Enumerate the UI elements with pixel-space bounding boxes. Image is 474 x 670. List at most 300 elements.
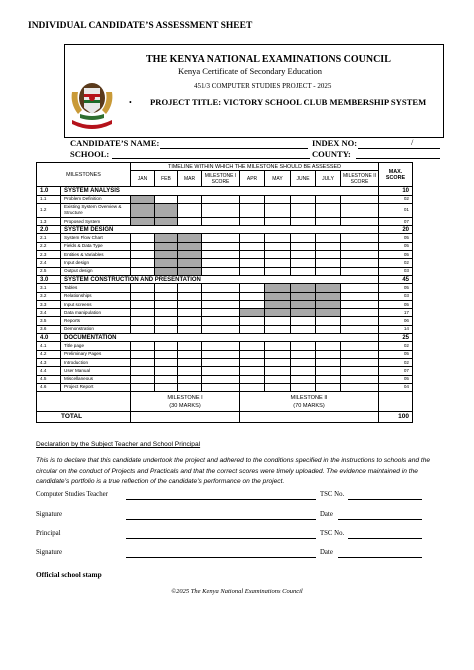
date-line-2[interactable]: [338, 557, 422, 558]
timeline-cell[interactable]: [155, 217, 178, 225]
row-max-score: 10: [379, 187, 413, 195]
row-description: Fields & Data Type: [61, 242, 131, 250]
timeline-cell[interactable]: [131, 367, 155, 375]
timeline-cell[interactable]: [316, 300, 341, 308]
timeline-cell[interactable]: [265, 242, 291, 250]
timeline-cell[interactable]: [316, 234, 341, 242]
tsc-line-2[interactable]: [348, 538, 422, 539]
timeline-cell[interactable]: [316, 292, 341, 300]
date-label-1: Date: [320, 511, 333, 518]
timeline-cell[interactable]: [202, 309, 240, 317]
month-header: MILESTONE II SCORE: [341, 171, 379, 187]
row-description: Input screens: [61, 300, 131, 308]
timeline-cell[interactable]: [131, 300, 155, 308]
milestone-1-label: MILESTONE I: [167, 394, 203, 401]
timeline-cell[interactable]: [341, 259, 379, 267]
timeline-cell[interactable]: [178, 267, 202, 275]
timeline-cell[interactable]: [341, 217, 379, 225]
row-description: Miscellaneous: [61, 375, 131, 383]
row-description: DOCUMENTATION: [61, 334, 379, 342]
row-number: 2.1: [37, 234, 61, 242]
page-title: INDIVIDUAL CANDIDATE’S ASSESSMENT SHEET: [28, 21, 253, 31]
timeline-cell[interactable]: [316, 242, 341, 250]
timeline-cell[interactable]: [178, 292, 202, 300]
timeline-cell[interactable]: [341, 292, 379, 300]
signature-label-2: Signature: [36, 549, 63, 556]
candidate-name-line[interactable]: [160, 148, 308, 149]
timeline-cell[interactable]: [316, 267, 341, 275]
table-row: [37, 217, 413, 225]
tsc-line-1[interactable]: [348, 499, 422, 500]
table-row: [37, 284, 413, 292]
timeline-cell[interactable]: [240, 367, 265, 375]
timeline-cell[interactable]: [240, 267, 265, 275]
timeline-cell[interactable]: [341, 267, 379, 275]
timeline-cell[interactable]: [316, 383, 341, 391]
timeline-cell[interactable]: [155, 251, 178, 259]
timeline-cell[interactable]: [178, 317, 202, 325]
timeline-cell[interactable]: [178, 300, 202, 308]
timeline-cell[interactable]: [131, 251, 155, 259]
timeline-cell[interactable]: [202, 342, 240, 350]
row-number: 3.5: [37, 317, 61, 325]
row-description: SYSTEM ANALYSIS: [61, 187, 379, 195]
timeline-cell[interactable]: [240, 375, 265, 383]
timeline-cell[interactable]: [240, 300, 265, 308]
milestone-2-label: MILESTONE II: [290, 394, 328, 401]
kenya-coat-of-arms-icon: [66, 78, 118, 136]
section-row: [37, 226, 413, 234]
timeline-cell[interactable]: [155, 242, 178, 250]
timeline-cell[interactable]: [155, 203, 178, 217]
timeline-cell[interactable]: [202, 383, 240, 391]
timeline-cell[interactable]: [155, 325, 178, 333]
timeline-cell[interactable]: [291, 342, 316, 350]
table-row: [37, 267, 413, 275]
timeline-cell[interactable]: [131, 383, 155, 391]
signature-line-2[interactable]: [126, 557, 316, 558]
row-max-score: 05: [379, 242, 413, 250]
row-max-score: 07: [379, 217, 413, 225]
timeline-cell[interactable]: [341, 383, 379, 391]
row-max-score: 05: [379, 251, 413, 259]
milestone-score-spacer: [379, 392, 413, 412]
row-number: 4.6: [37, 383, 61, 391]
row-number: 3.6: [37, 325, 61, 333]
timeline-cell[interactable]: [316, 317, 341, 325]
timeline-cell[interactable]: [240, 284, 265, 292]
table-row: [37, 367, 413, 375]
exam-name: Kenya Certificate of Secondary Education: [178, 66, 322, 76]
timeline-cell[interactable]: [240, 234, 265, 242]
timeline-cell[interactable]: [202, 217, 240, 225]
total-label: TOTAL: [37, 412, 131, 423]
row-number: 2.5: [37, 267, 61, 275]
timeline-cell[interactable]: [178, 309, 202, 317]
milestone-1-marks: (30 MARKS): [169, 402, 201, 409]
milestones-header: MILESTONES: [37, 163, 131, 187]
teacher-label: Computer Studies Teacher: [36, 491, 108, 498]
row-max-score: 25: [379, 334, 413, 342]
timeline-cell[interactable]: [178, 358, 202, 366]
timeline-cell[interactable]: [265, 383, 291, 391]
timeline-cell[interactable]: [202, 234, 240, 242]
timeline-cell[interactable]: [240, 251, 265, 259]
timeline-cell[interactable]: [178, 259, 202, 267]
timeline-cell[interactable]: [131, 358, 155, 366]
table-row: [37, 358, 413, 366]
timeline-cell[interactable]: [178, 251, 202, 259]
timeline-cell[interactable]: [291, 284, 316, 292]
timeline-cell[interactable]: [202, 251, 240, 259]
row-description: Input design: [61, 259, 131, 267]
table-row: [37, 292, 413, 300]
table-row: [37, 259, 413, 267]
timeline-cell[interactable]: [178, 284, 202, 292]
council-name: THE KENYA NATIONAL EXAMINATIONS COUNCIL: [146, 54, 391, 65]
row-max-score: 05: [379, 375, 413, 383]
timeline-cell[interactable]: [341, 251, 379, 259]
row-max-score: 17: [379, 309, 413, 317]
project-code: 451/3 COMPUTER STUDIES PROJECT - 2025: [194, 82, 332, 90]
timeline-cell[interactable]: [265, 375, 291, 383]
timeline-cell[interactable]: [131, 375, 155, 383]
timeline-cell[interactable]: [341, 309, 379, 317]
index-no-line[interactable]: [358, 148, 440, 149]
timeline-cell[interactable]: [155, 358, 178, 366]
timeline-cell[interactable]: [155, 383, 178, 391]
row-description: Existing System Overview & Structure: [61, 203, 131, 217]
timeline-cell[interactable]: [341, 284, 379, 292]
timeline-cell[interactable]: [178, 242, 202, 250]
declaration-body: This is to declare that this candidate undertook the project and adhered to the conditions specified in the instructions to schools and the circular on the conduct of Projects and Practicals and that the correct scores were timely uploaded. The evidence maintained in the candidate’s portfolio is a true reflection of the candidate’s performance on the project.: [36, 457, 431, 485]
timeline-cell[interactable]: [131, 317, 155, 325]
table-row: [37, 251, 413, 259]
timeline-cell[interactable]: [240, 309, 265, 317]
timeline-cell[interactable]: [341, 325, 379, 333]
timeline-cell[interactable]: [316, 309, 341, 317]
timeline-cell[interactable]: [155, 259, 178, 267]
timeline-cell[interactable]: [240, 317, 265, 325]
timeline-cell[interactable]: [291, 383, 316, 391]
timeline-cell[interactable]: [155, 317, 178, 325]
table-row: [37, 242, 413, 250]
timeline-cell[interactable]: [316, 251, 341, 259]
timeline-cell[interactable]: [291, 259, 316, 267]
timeline-cell[interactable]: [131, 342, 155, 350]
row-description: Tables: [61, 284, 131, 292]
candidate-name-label: CANDIDATE’S NAME:: [70, 138, 160, 148]
timeline-cell[interactable]: [341, 367, 379, 375]
row-number: 4.4: [37, 367, 61, 375]
timeline-cell[interactable]: [341, 195, 379, 203]
timeline-cell[interactable]: [291, 292, 316, 300]
timeline-cell[interactable]: [291, 217, 316, 225]
teacher-line[interactable]: [126, 499, 316, 500]
timeline-cell[interactable]: [155, 292, 178, 300]
timeline-cell[interactable]: [265, 292, 291, 300]
timeline-cell[interactable]: [202, 292, 240, 300]
timeline-cell[interactable]: [341, 203, 379, 217]
row-max-score: 45: [379, 275, 413, 283]
row-number: 2.3: [37, 251, 61, 259]
timeline-cell[interactable]: [341, 358, 379, 366]
timeline-cell[interactable]: [155, 309, 178, 317]
timeline-cell[interactable]: [131, 350, 155, 358]
row-description: User Manual: [61, 367, 131, 375]
timeline-cell[interactable]: [240, 350, 265, 358]
row-description: SYSTEM DESIGN: [61, 226, 379, 234]
row-description: Reports: [61, 317, 131, 325]
timeline-cell[interactable]: [178, 350, 202, 358]
table-row: [37, 325, 413, 333]
tsc-label-1: TSC No.: [320, 491, 345, 498]
timeline-cell[interactable]: [131, 234, 155, 242]
timeline-cell[interactable]: [178, 234, 202, 242]
timeline-cell[interactable]: [202, 317, 240, 325]
timeline-cell[interactable]: [155, 195, 178, 203]
timeline-cell[interactable]: [155, 284, 178, 292]
timeline-cell[interactable]: [202, 358, 240, 366]
timeline-cell[interactable]: [202, 325, 240, 333]
timeline-cell[interactable]: [155, 234, 178, 242]
timeline-cell[interactable]: [131, 292, 155, 300]
table-row: [37, 300, 413, 308]
timeline-cell[interactable]: [202, 375, 240, 383]
school-line[interactable]: [112, 158, 310, 159]
timeline-cell[interactable]: [178, 367, 202, 375]
timeline-cell[interactable]: [178, 325, 202, 333]
county-line[interactable]: [356, 158, 440, 159]
milestone-1-cell: [131, 392, 240, 412]
timeline-cell[interactable]: [202, 267, 240, 275]
date-label-2: Date: [320, 549, 333, 556]
timeline-cell[interactable]: [240, 358, 265, 366]
timeline-cell[interactable]: [265, 251, 291, 259]
timeline-cell[interactable]: [265, 234, 291, 242]
table-row: [37, 350, 413, 358]
total-milestone-1[interactable]: [131, 412, 240, 423]
timeline-cell[interactable]: [265, 267, 291, 275]
timeline-cell[interactable]: [341, 300, 379, 308]
date-line-1[interactable]: [338, 519, 422, 520]
timeline-cell[interactable]: [291, 234, 316, 242]
timeline-cell[interactable]: [265, 203, 291, 217]
timeline-cell[interactable]: [265, 350, 291, 358]
row-description: Entities & Variables: [61, 251, 131, 259]
timeline-cell[interactable]: [316, 375, 341, 383]
timeline-cell[interactable]: [131, 284, 155, 292]
timeline-cell[interactable]: [341, 242, 379, 250]
timeline-cell[interactable]: [265, 342, 291, 350]
row-max-score: 02: [379, 342, 413, 350]
row-number: 3.0: [37, 275, 61, 283]
timeline-cell[interactable]: [265, 300, 291, 308]
timeline-cell[interactable]: [316, 203, 341, 217]
timeline-cell[interactable]: [240, 342, 265, 350]
timeline-cell[interactable]: [291, 367, 316, 375]
principal-line[interactable]: [126, 538, 316, 539]
timeline-cell[interactable]: [291, 203, 316, 217]
timeline-cell[interactable]: [341, 234, 379, 242]
timeline-cell[interactable]: [316, 284, 341, 292]
timeline-cell[interactable]: [291, 195, 316, 203]
signature-line-1[interactable]: [126, 519, 316, 520]
row-description: Relationships: [61, 292, 131, 300]
row-max-score: 20: [379, 226, 413, 234]
timeline-cell[interactable]: [131, 217, 155, 225]
timeline-cell[interactable]: [202, 350, 240, 358]
principal-label: Principal: [36, 530, 61, 537]
milestone-spacer: [37, 392, 131, 412]
timeline-cell[interactable]: [178, 217, 202, 225]
timeline-cell[interactable]: [341, 375, 379, 383]
row-number: 4.1: [37, 342, 61, 350]
row-number: 4.3: [37, 358, 61, 366]
timeline-cell[interactable]: [202, 300, 240, 308]
timeline-cell[interactable]: [178, 203, 202, 217]
row-number: 4.5: [37, 375, 61, 383]
school-label: SCHOOL:: [70, 149, 110, 159]
timeline-cell[interactable]: [316, 367, 341, 375]
timeline-cell[interactable]: [178, 375, 202, 383]
row-max-score: 05: [379, 300, 413, 308]
timeline-cell[interactable]: [316, 217, 341, 225]
timeline-cell[interactable]: [155, 367, 178, 375]
timeline-cell[interactable]: [265, 195, 291, 203]
timeline-cell[interactable]: [240, 383, 265, 391]
row-description: Title page: [61, 342, 131, 350]
row-description: Preliminary Pages: [61, 350, 131, 358]
row-description: Data manipulation: [61, 309, 131, 317]
table-row: [37, 383, 413, 391]
timeline-cell[interactable]: [316, 342, 341, 350]
milestone-2-marks: (70 MARKS): [293, 402, 325, 409]
row-description: Output design: [61, 267, 131, 275]
timeline-cell[interactable]: [240, 325, 265, 333]
timeline-cell[interactable]: [240, 259, 265, 267]
project-title: PROJECT TITLE: VICTORY SCHOOL CLUB MEMBERSHIP SYSTEM: [150, 97, 427, 107]
timeline-cell[interactable]: [131, 203, 155, 217]
timeline-cell[interactable]: [131, 267, 155, 275]
timeline-header: TIMELINE WITHIN WHICH THE MILESTONE SHOULD BE ASSESSED: [131, 163, 379, 171]
timeline-cell[interactable]: [291, 358, 316, 366]
row-max-score: 05: [379, 234, 413, 242]
timeline-cell[interactable]: [291, 317, 316, 325]
month-header: JUNE: [291, 171, 316, 187]
signature-label-1: Signature: [36, 511, 63, 518]
timeline-cell[interactable]: [131, 242, 155, 250]
timeline-cell[interactable]: [316, 325, 341, 333]
row-number: 1.1: [37, 195, 61, 203]
timeline-cell[interactable]: [316, 358, 341, 366]
timeline-cell[interactable]: [240, 217, 265, 225]
timeline-cell[interactable]: [291, 309, 316, 317]
row-number: 3.2: [37, 292, 61, 300]
timeline-cell[interactable]: [316, 195, 341, 203]
row-max-score: 14: [379, 325, 413, 333]
timeline-cell[interactable]: [265, 358, 291, 366]
row-description: SYSTEM CONSTRUCTION AND PRESENTATION: [61, 275, 379, 283]
timeline-cell[interactable]: [291, 251, 316, 259]
timeline-cell[interactable]: [240, 195, 265, 203]
row-number: 3.3: [37, 300, 61, 308]
timeline-cell[interactable]: [202, 195, 240, 203]
row-number: 1.0: [37, 187, 61, 195]
row-number: 2.4: [37, 259, 61, 267]
total-milestone-2[interactable]: [240, 412, 379, 423]
section-row: [37, 187, 413, 195]
timeline-cell[interactable]: [155, 267, 178, 275]
row-max-score: 04: [379, 383, 413, 391]
timeline-cell[interactable]: [202, 203, 240, 217]
timeline-cell[interactable]: [291, 375, 316, 383]
timeline-cell[interactable]: [131, 325, 155, 333]
timeline-cell[interactable]: [178, 342, 202, 350]
row-number: 3.4: [37, 309, 61, 317]
timeline-cell[interactable]: [178, 195, 202, 203]
timeline-cell[interactable]: [291, 300, 316, 308]
timeline-cell[interactable]: [265, 367, 291, 375]
row-max-score: 03: [379, 292, 413, 300]
timeline-cell[interactable]: [265, 259, 291, 267]
timeline-cell[interactable]: [202, 242, 240, 250]
timeline-cell[interactable]: [291, 325, 316, 333]
section-row: [37, 334, 413, 342]
timeline-cell[interactable]: [316, 350, 341, 358]
row-number: 2.2: [37, 242, 61, 250]
table-row: [37, 203, 413, 217]
row-number: 1.3: [37, 217, 61, 225]
timeline-cell[interactable]: [155, 350, 178, 358]
timeline-cell[interactable]: [240, 203, 265, 217]
timeline-cell[interactable]: [341, 317, 379, 325]
row-number: 1.2: [37, 203, 61, 217]
declaration-heading: Declaration by the Subject Teacher and School Principal: [36, 441, 201, 448]
timeline-cell[interactable]: [316, 259, 341, 267]
timeline-cell[interactable]: [131, 195, 155, 203]
timeline-cell[interactable]: [240, 242, 265, 250]
timeline-cell[interactable]: [265, 317, 291, 325]
timeline-cell[interactable]: [265, 217, 291, 225]
timeline-cell[interactable]: [240, 292, 265, 300]
timeline-cell[interactable]: [202, 367, 240, 375]
timeline-cell[interactable]: [291, 242, 316, 250]
timeline-cell[interactable]: [291, 267, 316, 275]
timeline-cell[interactable]: [131, 259, 155, 267]
table-row: [37, 195, 413, 203]
timeline-cell[interactable]: [178, 383, 202, 391]
month-header: MAR: [178, 171, 202, 187]
timeline-cell[interactable]: [291, 350, 316, 358]
timeline-cell[interactable]: [265, 284, 291, 292]
row-max-score: 01: [379, 203, 413, 217]
timeline-cell[interactable]: [341, 350, 379, 358]
max-score-header: MAX. SCORE: [379, 163, 413, 187]
index-slash: /: [411, 137, 414, 147]
timeline-cell[interactable]: [155, 375, 178, 383]
timeline-cell[interactable]: [155, 342, 178, 350]
row-max-score: 06: [379, 317, 413, 325]
timeline-cell[interactable]: [131, 309, 155, 317]
timeline-cell[interactable]: [341, 342, 379, 350]
timeline-cell[interactable]: [202, 259, 240, 267]
timeline-cell[interactable]: [265, 309, 291, 317]
timeline-cell[interactable]: [155, 300, 178, 308]
timeline-cell[interactable]: [202, 284, 240, 292]
row-description: Demonstration: [61, 325, 131, 333]
timeline-cell[interactable]: [265, 325, 291, 333]
